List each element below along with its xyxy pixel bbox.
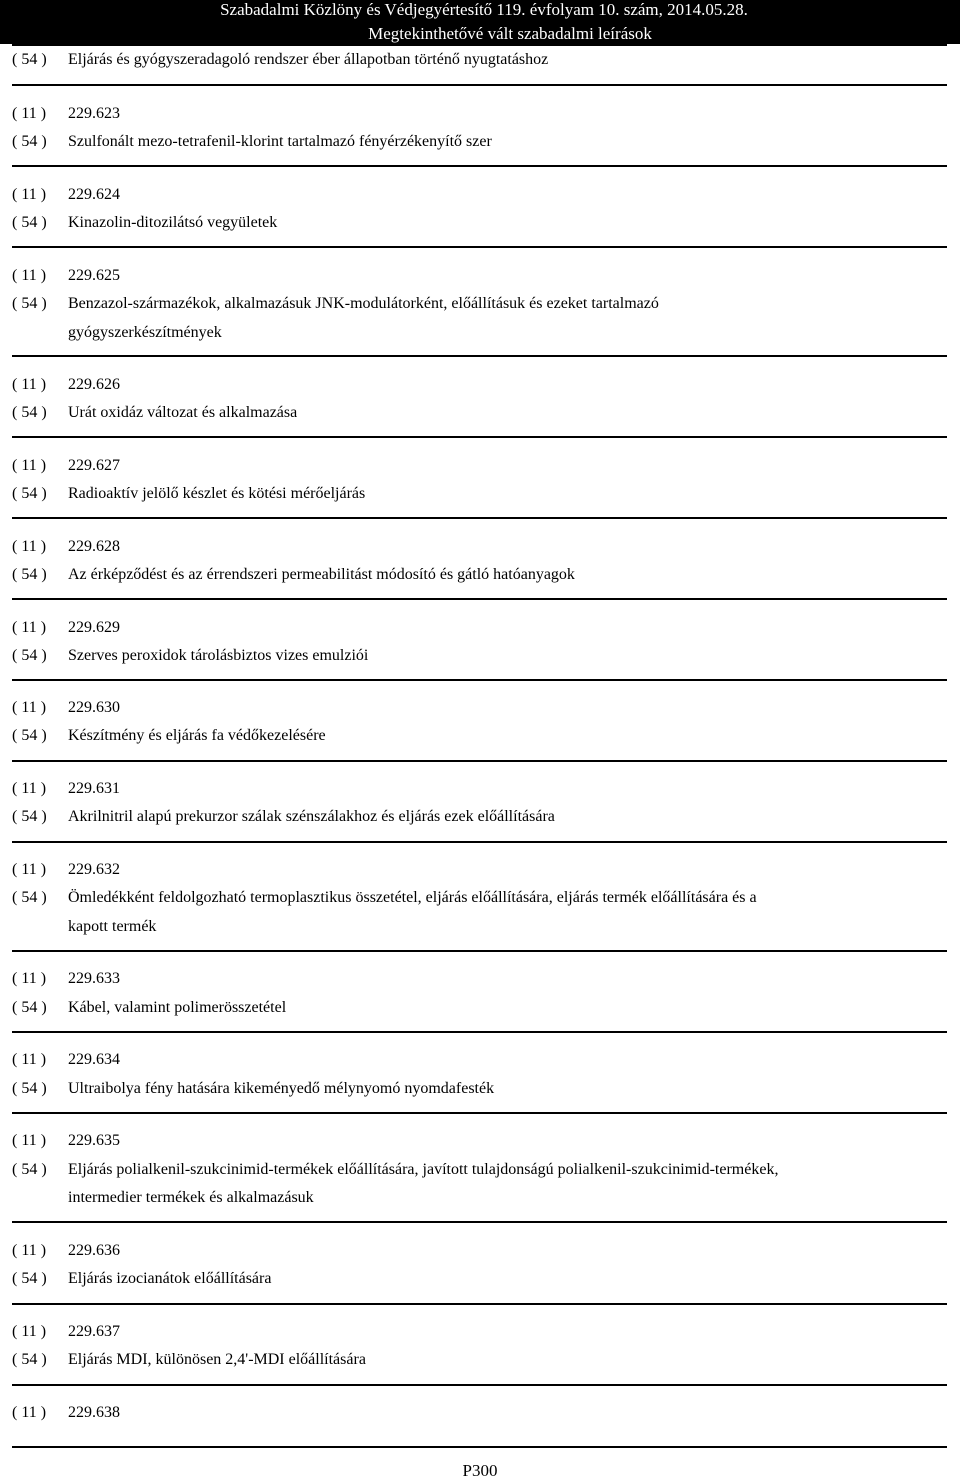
entry-number-line	[12, 185, 120, 205]
code-11: ( 11 )	[12, 619, 47, 636]
entry-title: Ultraibolya fény hatására kikeményedő mélynyomó nyomdafesték	[68, 1080, 495, 1097]
entry-title: Eljárás polialkenil-szukcinimid-termékek előállítására, javított tulajdonságú polialkenil-szukcinimid-termékek,	[68, 1161, 779, 1178]
entry-title: Urát oxidáz változat és alkalmazása	[68, 404, 298, 421]
entry-title-line	[12, 213, 277, 233]
entry-title-line	[12, 565, 575, 585]
entry-number: 229.635	[68, 1132, 120, 1149]
entry-number: 229.625	[68, 267, 120, 284]
entry-title-continuation: gyógyszerkészítmények	[68, 324, 222, 341]
code-54: ( 54 )	[12, 214, 47, 231]
entry-title: Eljárás izocianátok előállítására	[68, 1270, 272, 1287]
divider	[12, 1112, 947, 1114]
entry-title-line	[12, 1079, 494, 1099]
entry-title-line	[12, 1160, 778, 1180]
code-11: ( 11 )	[12, 970, 47, 987]
code-11: ( 11 )	[12, 376, 47, 393]
entry-title: Eljárás MDI, különösen 2,4'-MDI előállítására	[68, 1351, 366, 1368]
entry-title-line	[12, 1269, 271, 1289]
divider	[12, 84, 947, 86]
code-54: ( 54 )	[12, 647, 47, 664]
entry-number-line	[12, 779, 120, 799]
divider	[12, 841, 947, 843]
code-11: ( 11 )	[12, 699, 47, 716]
code-11: ( 11 )	[12, 457, 47, 474]
entry-number: 229.627	[68, 457, 120, 474]
entry-number: 229.623	[68, 105, 120, 122]
entry-number-line	[12, 456, 120, 476]
divider	[12, 1221, 947, 1223]
divider	[12, 246, 947, 248]
entry-title-line	[12, 998, 286, 1018]
code-11: ( 11 )	[12, 1323, 47, 1340]
entry-number-line	[12, 1403, 120, 1423]
entry-title: Készítmény és eljárás fa védőkezelésére	[68, 727, 326, 744]
entry-title-line	[12, 646, 368, 666]
entry-number-line	[12, 1241, 120, 1261]
page-header	[0, 0, 960, 44]
entry-title-line	[12, 294, 659, 314]
entry-title-line	[12, 888, 757, 908]
code-54: ( 54 )	[12, 808, 47, 825]
code-54: ( 54 )	[12, 1270, 47, 1287]
entry-title-line	[12, 484, 365, 504]
code-11: ( 11 )	[12, 105, 47, 122]
entry-title-line	[12, 1350, 366, 1370]
entry-title-continuation: kapott termék	[68, 918, 157, 935]
code-11: ( 11 )	[12, 1051, 47, 1068]
code-54: ( 54 )	[12, 1161, 47, 1178]
entry-title: Eljárás és gyógyszeradagoló rendszer éber állapotban történő nyugtatáshoz	[68, 51, 549, 68]
divider	[12, 679, 947, 681]
entry-number: 229.637	[68, 1323, 120, 1340]
entry-title-line	[12, 132, 492, 152]
entry-title: Kinazolin-ditozilátsó vegyületek	[68, 214, 278, 231]
entry-number: 229.629	[68, 619, 120, 636]
entry-number-line	[12, 698, 120, 718]
entry-number: 229.632	[68, 861, 120, 878]
code-54: ( 54 )	[12, 999, 47, 1016]
entry-title: Szulfonált mezo-tetrafenil-klorint tartalmazó fényérzékenyítő szer	[68, 133, 492, 150]
entry-number: 229.628	[68, 538, 120, 555]
code-54: ( 54 )	[12, 485, 47, 502]
divider	[12, 1384, 947, 1386]
entry-title-line	[12, 403, 297, 423]
entry-number: 229.624	[68, 186, 120, 203]
entry-title-line	[12, 726, 326, 746]
entry-number-line	[12, 860, 120, 880]
entry-number-line	[12, 537, 120, 557]
entry-title: Akrilnitril alapú prekurzor szálak szénszálakhoz és eljárás ezek előállítására	[68, 808, 555, 825]
code-11: ( 11 )	[12, 267, 47, 284]
code-11: ( 11 )	[12, 186, 47, 203]
divider	[12, 1303, 947, 1305]
divider	[12, 598, 947, 600]
entry-number-line	[12, 1131, 120, 1151]
entry-number: 229.634	[68, 1051, 120, 1068]
entry-title: Ömledékként feldolgozható termoplasztikus összetétel, eljárás előállítására, eljárás termék előállítására és a	[68, 889, 757, 906]
code-11: ( 11 )	[12, 1404, 47, 1421]
divider	[12, 760, 947, 762]
divider	[12, 436, 947, 438]
code-11: ( 11 )	[12, 1242, 47, 1259]
code-54: ( 54 )	[12, 727, 47, 744]
entry-number-line	[12, 969, 120, 989]
entry-number-line	[12, 266, 120, 286]
entry-number: 229.626	[68, 376, 120, 393]
code-11: ( 11 )	[12, 861, 47, 878]
code-54: ( 54 )	[12, 404, 47, 421]
code-54: ( 54 )	[12, 295, 47, 312]
entry-number-line	[12, 618, 120, 638]
publication-title: Szabadalmi Közlöny és Védjegyértesítő 119. évfolyam 10. szám, 2014.05.28.	[220, 0, 748, 19]
code-11: ( 11 )	[12, 780, 47, 797]
entry-title: Kábel, valamint polimerösszetétel	[68, 999, 287, 1016]
entry-number: 229.638	[68, 1404, 120, 1421]
entry-number: 229.636	[68, 1242, 120, 1259]
code-11: ( 11 )	[12, 538, 47, 555]
entry-title-line	[12, 807, 555, 827]
divider	[12, 165, 947, 167]
entry-title: Benzazol-származékok, alkalmazásuk JNK-modulátorként, előállításuk és ezeket tartalmazó	[68, 295, 659, 312]
entry-number-line	[12, 104, 120, 124]
entry-number: 229.631	[68, 780, 120, 797]
entry-title: Szerves peroxidok tárolásbiztos vizes emulziói	[68, 647, 369, 664]
page-number: P300	[462, 1461, 498, 1480]
code-54: ( 54 )	[12, 51, 47, 68]
entry-number-line	[12, 1050, 120, 1070]
code-54: ( 54 )	[12, 1080, 47, 1097]
entry-number-line	[12, 1322, 120, 1342]
code-54: ( 54 )	[12, 566, 47, 583]
divider	[12, 44, 947, 46]
entry-title-continuation: intermedier termékek és alkalmazásuk	[68, 1189, 314, 1206]
entry-title: Radioaktív jelölő készlet és kötési mérőeljárás	[68, 485, 366, 502]
footer-divider	[12, 1446, 947, 1448]
code-54: ( 54 )	[12, 1351, 47, 1368]
section-title: Megtekinthetővé vált szabadalmi leírások	[368, 24, 652, 43]
code-54: ( 54 )	[12, 889, 47, 906]
entry-number: 229.633	[68, 970, 120, 987]
divider	[12, 950, 947, 952]
divider	[12, 517, 947, 519]
entry-number: 229.630	[68, 699, 120, 716]
entry-title: Az érképződést és az érrendszeri permeabilitást módosító és gátló hatóanyagok	[68, 566, 575, 583]
code-54: ( 54 )	[12, 133, 47, 150]
entry-title-line	[12, 50, 548, 70]
code-11: ( 11 )	[12, 1132, 47, 1149]
entry-number-line	[12, 375, 120, 395]
divider	[12, 1031, 947, 1033]
divider	[12, 355, 947, 357]
